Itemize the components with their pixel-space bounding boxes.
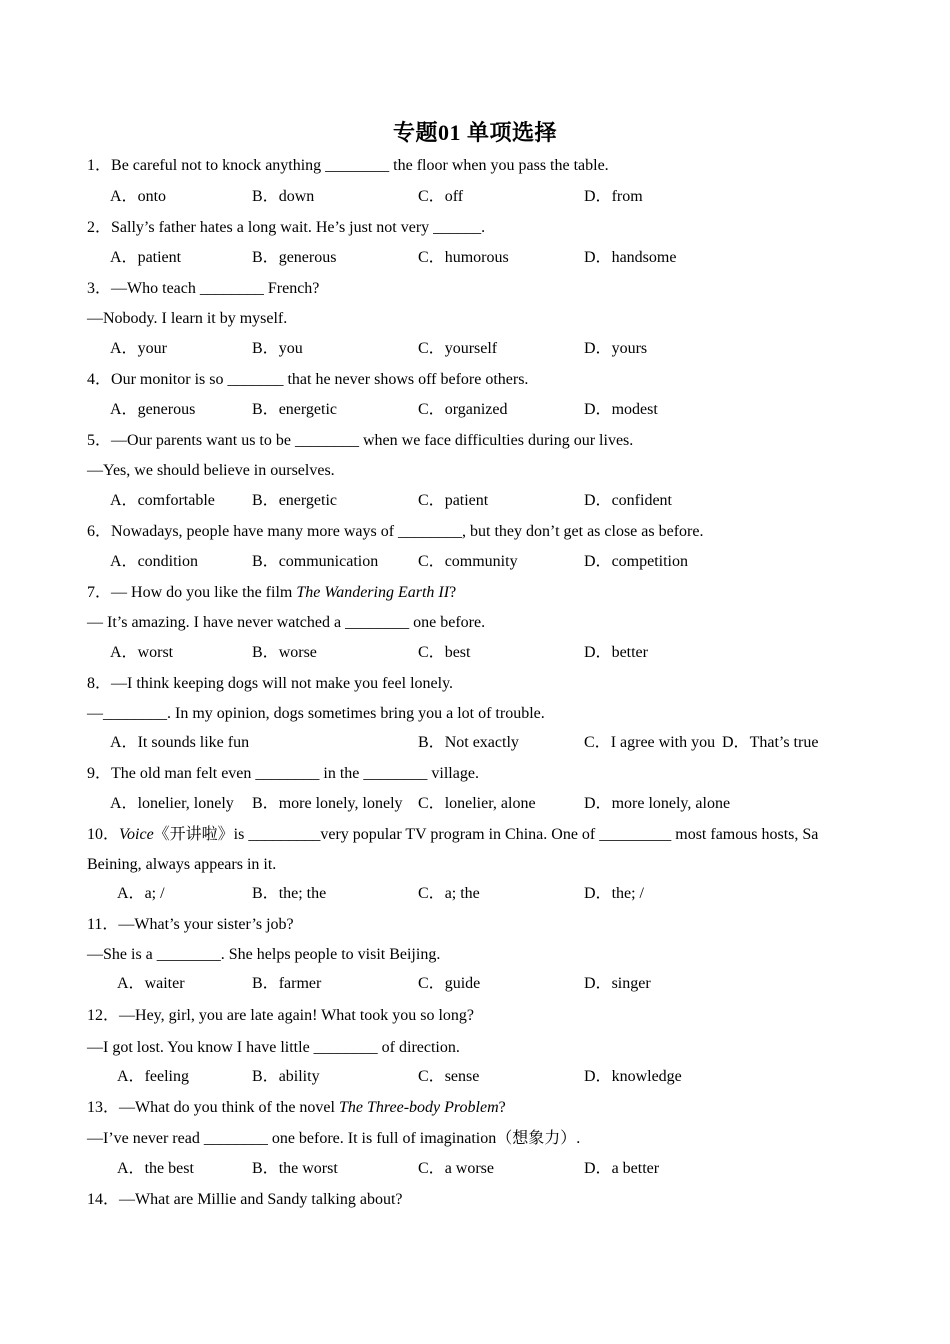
question-text: —I’ve never read ________ one before. It is full of imagination（想象力）. [87,1130,581,1147]
option-letter: B． [252,249,279,266]
option-text: lonelier, alone [444,795,536,812]
question-stem [87,1006,474,1026]
answer-option[interactable] [418,339,497,359]
option-letter: A． [110,734,138,751]
question-text: —What do you think of the novel [119,1099,339,1116]
question-text: —Our parents want us to be ________ when we face difficulties during our lives. [111,432,634,449]
option-letter: C． [418,401,445,418]
answer-option[interactable] [418,974,480,994]
answer-option[interactable] [584,339,647,359]
answer-option[interactable] [110,552,198,572]
question-stem [87,522,703,542]
question-text: —Hey, girl, you are late again! What took you so long? [119,1007,475,1024]
option-letter: C． [418,188,445,205]
question-dialogue-line [87,1129,580,1149]
option-letter: B． [252,795,279,812]
answer-option[interactable] [418,187,463,207]
option-letter: D． [584,1068,612,1085]
option-text: community [444,553,518,570]
option-letter: D． [584,492,612,509]
answer-option[interactable] [584,248,676,268]
option-letter: C． [418,1068,445,1085]
answer-option[interactable] [418,1159,494,1179]
answer-option[interactable] [252,794,403,814]
question-number: 8． [87,675,112,692]
option-letter: B． [252,975,279,992]
option-text: sense [444,1068,480,1085]
option-text: ability [278,1068,320,1085]
option-letter: A． [110,249,138,266]
answer-option[interactable] [418,400,507,420]
option-letter: A． [110,188,138,205]
option-text: a; / [144,885,165,902]
option-text: It sounds like fun [137,734,250,751]
option-letter: D． [584,188,612,205]
option-text: down [278,188,315,205]
option-letter: B． [252,401,279,418]
option-letter: D． [584,340,612,357]
option-letter: B． [252,885,279,902]
answer-option[interactable] [584,884,644,904]
answer-option[interactable] [110,733,249,753]
option-letter: A． [117,1160,145,1177]
answer-option[interactable] [110,187,166,207]
option-text: farmer [278,975,322,992]
answer-option[interactable] [418,794,536,814]
answer-option[interactable] [117,1159,194,1179]
option-letter: A． [110,644,138,661]
answer-option[interactable] [252,1067,320,1087]
option-text: more lonely, lonely [278,795,403,812]
question-text: Nowadays, people have many more ways of ________, but they don’t get as close as before. [111,523,704,540]
question-dialogue-line [87,309,287,329]
option-text: a worse [444,1160,494,1177]
option-text: guide [444,975,481,992]
option-text: the worst [278,1160,338,1177]
option-text: off [444,188,464,205]
answer-option[interactable] [584,491,672,511]
option-letter: C． [418,340,445,357]
answer-option[interactable] [252,248,336,268]
answer-option[interactable] [584,187,643,207]
answer-option[interactable] [584,974,651,994]
option-letter: A． [110,492,138,509]
question-text: — How do you like the film [111,584,297,601]
answer-option[interactable] [110,400,195,420]
answer-option[interactable] [418,643,470,663]
option-letter: B． [252,188,279,205]
question-stem [87,1098,506,1118]
option-letter: B． [418,734,445,751]
answer-option[interactable] [584,643,648,663]
answer-option[interactable] [418,884,480,904]
option-letter: B． [252,1068,279,1085]
answer-option[interactable] [252,1159,338,1179]
option-text: from [611,188,643,205]
answer-option[interactable] [117,884,165,904]
question-number: 12． [87,1007,120,1024]
option-letter: D． [584,885,612,902]
answer-option[interactable] [252,974,321,994]
option-text: the; the [278,885,327,902]
option-letter: D． [722,734,750,751]
option-text: communication [278,553,379,570]
question-number: 2． [87,219,112,236]
question-stem [87,1190,403,1210]
question-text: —I think keeping dogs will not make you feel lonely. [111,675,454,692]
option-text: energetic [278,492,338,509]
question-number: 7． [87,584,112,601]
answer-option[interactable] [110,643,173,663]
option-letter: D． [584,401,612,418]
question-dialogue-line [87,945,440,965]
option-text: patient [137,249,182,266]
option-text: the; / [611,885,644,902]
option-letter: C． [584,734,611,751]
answer-option[interactable] [584,400,658,420]
question-dialogue-line [87,704,545,724]
option-text: generous [278,249,337,266]
question-text: —________. In my opinion, dogs sometimes bring you a lot of trouble. [87,705,545,722]
page-title: 专题01 单项选择 [392,120,557,145]
answer-option[interactable] [418,491,488,511]
answer-option[interactable] [110,794,234,814]
italic-title: Voice [119,826,154,843]
option-text: patient [444,492,489,509]
answer-option[interactable] [110,248,181,268]
option-text: more lonely, alone [611,795,731,812]
option-letter: D． [584,795,612,812]
answer-option[interactable] [418,1067,479,1087]
option-text: energetic [278,401,338,418]
answer-option[interactable] [252,491,337,511]
option-letter: A． [117,885,145,902]
option-letter: B． [252,553,279,570]
option-text: the best [144,1160,194,1177]
option-letter: D． [584,249,612,266]
answer-option[interactable] [722,733,818,753]
option-text: condition [137,553,198,570]
question-number: 13． [87,1099,120,1116]
answer-option[interactable] [252,884,326,904]
question-number: 9． [87,765,112,782]
answer-option[interactable] [418,552,518,572]
option-text: yourself [444,340,498,357]
question-number: 6． [87,523,112,540]
option-letter: C． [418,795,445,812]
option-text: waiter [144,975,185,992]
question-text: ? [449,584,457,601]
answer-option[interactable] [117,1067,189,1087]
answer-option[interactable] [418,248,509,268]
answer-option[interactable] [252,400,337,420]
question-number: 3． [87,280,112,297]
question-stem [87,764,479,784]
question-text: Be careful not to knock anything ________ the floor when you pass the table. [111,157,609,174]
option-letter: C． [418,975,445,992]
question-stem [87,279,319,299]
option-letter: A． [117,975,145,992]
option-letter: C． [418,644,445,661]
option-text: you [278,340,303,357]
option-text: singer [611,975,651,992]
question-dialogue-line [87,1038,460,1058]
option-letter: C． [418,553,445,570]
option-letter: A． [117,1068,145,1085]
option-letter: D． [584,975,612,992]
option-letter: D． [584,644,612,661]
option-letter: C． [418,492,445,509]
question-text: ? [498,1099,506,1116]
question-text: The old man felt even ________ in the ________ village. [111,765,479,782]
option-text: comfortable [137,492,215,509]
answer-option[interactable] [252,643,317,663]
option-letter: C． [418,249,445,266]
option-letter: A． [110,795,138,812]
question-text: Sally’s father hates a long wait. He’s just not very ______. [111,219,486,236]
option-letter: A． [110,401,138,418]
question-text: 《开讲啦》is _________very popular TV program in China. One of _________ most famous hosts, Sa [153,826,819,843]
option-text: handsome [611,249,677,266]
question-number: 1． [87,157,112,174]
option-letter: C． [418,1160,445,1177]
question-text: —Nobody. I learn it by myself. [87,310,288,327]
answer-option[interactable] [584,794,730,814]
question-dialogue-line [87,855,276,875]
option-letter: A． [110,553,138,570]
answer-option[interactable] [418,733,519,753]
option-letter: D． [584,1160,612,1177]
answer-option[interactable] [584,1067,682,1087]
option-text: Not exactly [444,734,519,751]
question-number: 14． [87,1191,120,1208]
option-text: knowledge [611,1068,682,1085]
option-letter: B． [252,1160,279,1177]
question-text: —Yes, we should believe in ourselves. [87,462,335,479]
option-text: lonelier, lonely [137,795,234,812]
question-dialogue-line [87,613,485,633]
option-letter: A． [110,340,138,357]
option-text: a better [611,1160,660,1177]
option-text: worse [278,644,317,661]
question-text: Beining, always appears in it. [87,856,277,873]
question-stem [87,915,294,935]
italic-title: The Three-body Problem [338,1099,499,1116]
option-letter: B． [252,644,279,661]
question-text: —What are Millie and Sandy talking about? [119,1191,403,1208]
option-letter: B． [252,340,279,357]
question-stem [87,674,453,694]
question-stem [87,583,456,603]
question-text: —I got lost. You know I have little ________ of direction. [87,1039,460,1056]
option-letter: B． [252,492,279,509]
option-letter: C． [418,885,445,902]
answer-option[interactable] [117,974,185,994]
question-dialogue-line [87,461,335,481]
question-number: 11． [87,916,119,933]
question-stem [87,825,818,845]
question-text: —She is a ________. She helps people to visit Beijing. [87,946,441,963]
answer-option[interactable] [110,491,215,511]
option-text: yours [611,340,648,357]
answer-option[interactable] [110,339,167,359]
question-stem [87,218,485,238]
question-number: 4． [87,371,112,388]
option-text: competition [611,553,688,570]
option-text: best [444,644,471,661]
question-text: —Who teach ________ French? [111,280,320,297]
option-text: organized [444,401,508,418]
question-number: 10． [87,826,120,843]
option-text: modest [611,401,658,418]
answer-option[interactable] [252,187,314,207]
question-stem [87,370,528,390]
option-text: better [611,644,648,661]
option-text: feeling [144,1068,189,1085]
answer-option[interactable] [584,1159,659,1179]
option-text: That’s true [749,734,819,751]
answer-option[interactable] [252,552,378,572]
question-text: —What’s your sister’s job? [118,916,294,933]
option-text: generous [137,401,196,418]
question-stem [87,156,609,176]
italic-title: The Wandering Earth II [296,584,450,601]
question-stem [87,431,633,451]
option-letter: D． [584,553,612,570]
question-number: 5． [87,432,112,449]
option-text: humorous [444,249,509,266]
option-text: confident [611,492,672,509]
answer-option[interactable] [252,339,303,359]
answer-option[interactable] [584,733,715,753]
question-text: — It’s amazing. I have never watched a ________ one before. [87,614,486,631]
option-text: onto [137,188,167,205]
option-text: a; the [444,885,480,902]
option-text: worst [137,644,174,661]
question-text: Our monitor is so _______ that he never shows off before others. [111,371,529,388]
answer-option[interactable] [584,552,688,572]
option-text: I agree with you [610,734,716,751]
option-text: your [137,340,167,357]
